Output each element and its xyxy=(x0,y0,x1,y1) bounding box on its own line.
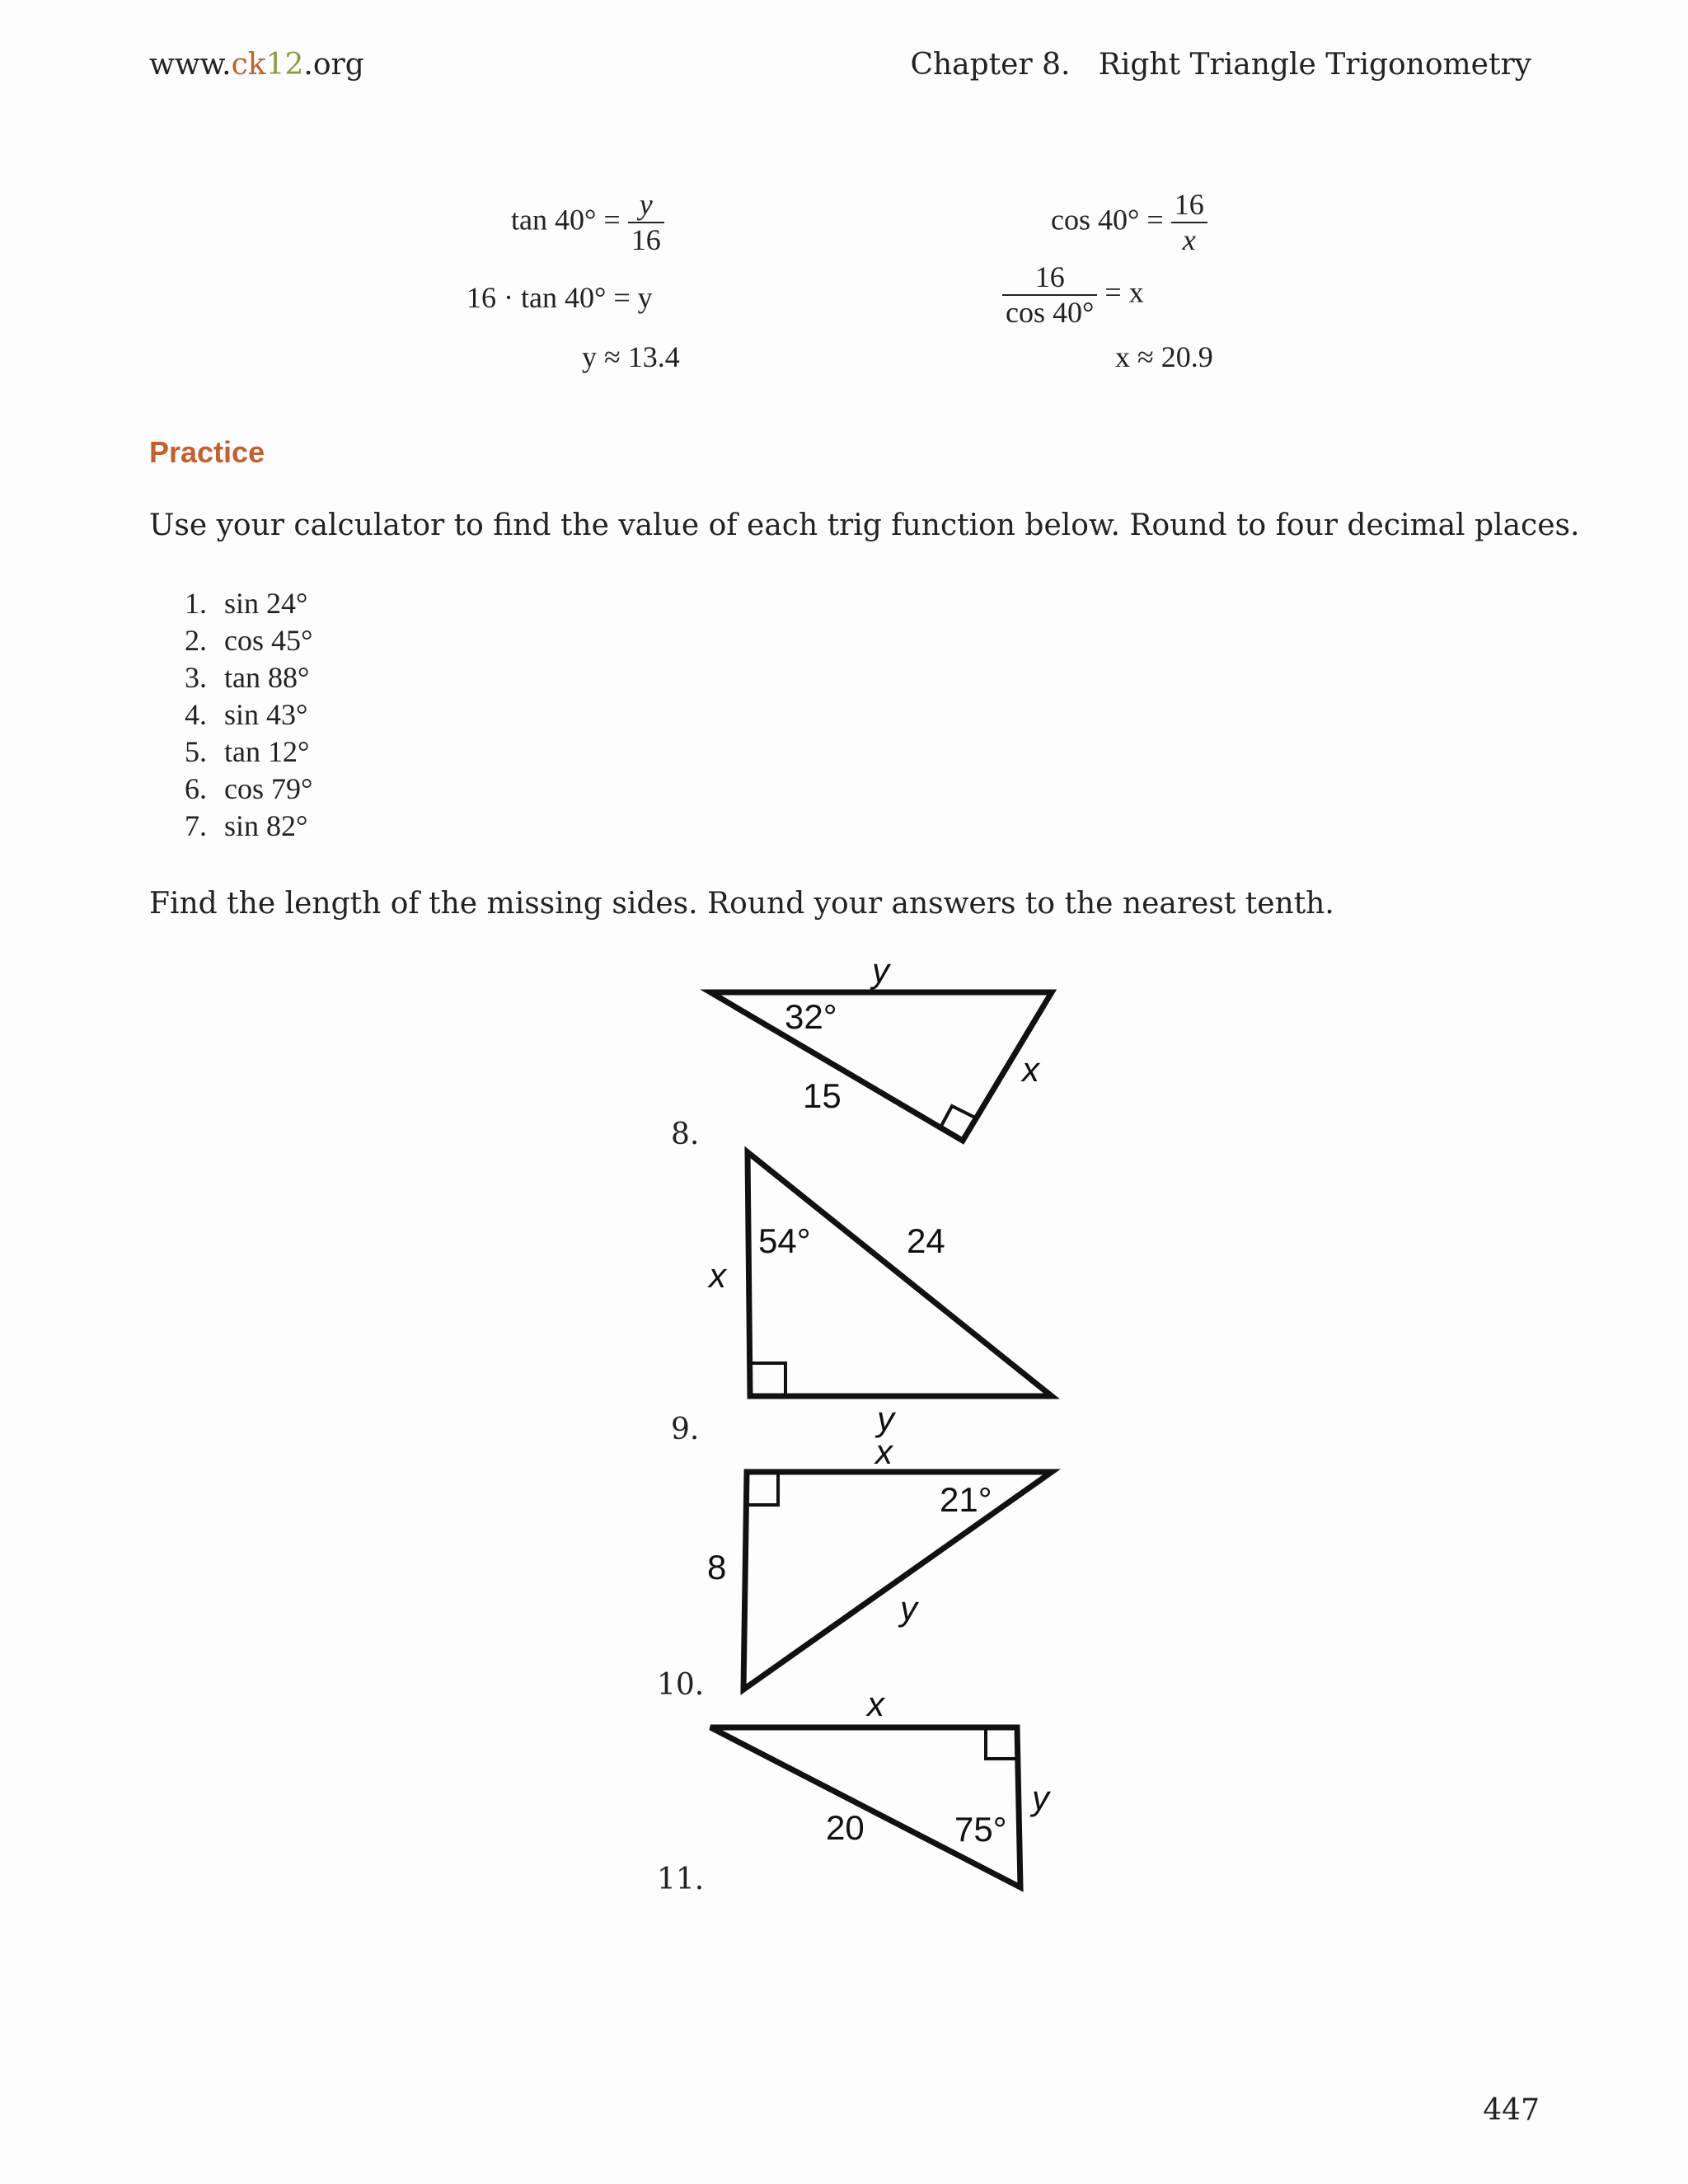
label-11-top: x xyxy=(867,1685,884,1723)
frac-den: cos 40° xyxy=(1002,294,1097,330)
problem-number-8: 8. xyxy=(671,1118,700,1151)
frac-num: 16 xyxy=(1034,260,1065,293)
site-url-12: 12 xyxy=(265,48,304,82)
item-number: 6. xyxy=(185,772,207,805)
label-10-left: 8 xyxy=(707,1548,727,1586)
practice-heading: Practice xyxy=(149,435,265,469)
frac-den: 16 xyxy=(628,222,664,257)
eq-right-line1-lhs: cos 40° = xyxy=(1051,203,1164,237)
frac-num: 16 xyxy=(1174,188,1204,221)
item-expr: sin 43° xyxy=(224,698,308,731)
triangle-11 xyxy=(710,1727,1020,1887)
eq-left-line1-lhs: tan 40° = xyxy=(511,203,621,237)
label-9-angle: 54° xyxy=(758,1221,811,1260)
eq-left-line3: y ≈ 13.4 xyxy=(582,340,680,373)
triangle-9 xyxy=(748,1152,1052,1396)
item-expr: tan 88° xyxy=(224,661,310,694)
label-10-top: x xyxy=(875,1432,893,1471)
problem-number-9: 9. xyxy=(671,1413,700,1446)
item-number: 1. xyxy=(185,587,207,620)
site-url-prefix: www. xyxy=(149,48,232,82)
item-expr: tan 12° xyxy=(224,735,310,768)
item-number: 3. xyxy=(185,661,207,694)
label-10-hyp: y xyxy=(900,1589,917,1628)
triangle-8 xyxy=(710,992,1052,1141)
label-9-left: x xyxy=(709,1256,726,1295)
label-8-top: y xyxy=(872,951,889,990)
label-9-hyp: 24 xyxy=(907,1221,945,1260)
frac-num: y xyxy=(639,188,653,221)
practice-instructions-1: Use your calculator to find the value of each trig function below. Round to four decimal places. xyxy=(149,509,1580,542)
label-9-bottom: y xyxy=(877,1399,894,1438)
label-10-angle: 21° xyxy=(940,1480,992,1519)
label-8-right: x xyxy=(1022,1050,1039,1089)
label-11-angle: 75° xyxy=(954,1810,1007,1849)
right-angle-marker-11 xyxy=(986,1727,1017,1759)
page-number: 447 xyxy=(1483,2093,1540,2127)
item-number: 2. xyxy=(185,624,207,657)
practice-instructions-2: Find the length of the missing sides. Round your answers to the nearest tenth. xyxy=(149,887,1334,921)
item-number: 7. xyxy=(185,809,207,842)
eq-right-line2-rhs: = x xyxy=(1104,275,1144,309)
site-url-ck: ck xyxy=(231,48,266,82)
site-url-suffix: .org xyxy=(303,48,364,82)
eq-right-line3: x ≈ 20.9 xyxy=(1115,340,1213,373)
item-number: 4. xyxy=(185,698,207,731)
right-angle-marker-9 xyxy=(750,1363,785,1396)
item-expr: sin 82° xyxy=(224,809,308,842)
item-expr: cos 79° xyxy=(224,772,313,805)
label-8-hyp: 15 xyxy=(803,1076,842,1115)
item-number: 5. xyxy=(185,735,207,768)
item-expr: cos 45° xyxy=(224,624,313,657)
label-8-angle: 32° xyxy=(785,997,837,1036)
triangle-10 xyxy=(743,1472,1052,1690)
frac-den: x xyxy=(1182,223,1196,257)
problem-number-10: 10. xyxy=(657,1668,705,1702)
label-11-hyp: 20 xyxy=(826,1808,865,1847)
right-angle-marker-10 xyxy=(747,1472,778,1505)
label-11-right: y xyxy=(1032,1779,1049,1817)
item-expr: sin 24° xyxy=(224,587,308,620)
problem-number-11: 11. xyxy=(657,1863,705,1896)
chapter-title: Chapter 8. Right Triangle Trigonometry xyxy=(910,48,1531,82)
eq-left-line2: 16 · tan 40° = y xyxy=(467,281,653,314)
